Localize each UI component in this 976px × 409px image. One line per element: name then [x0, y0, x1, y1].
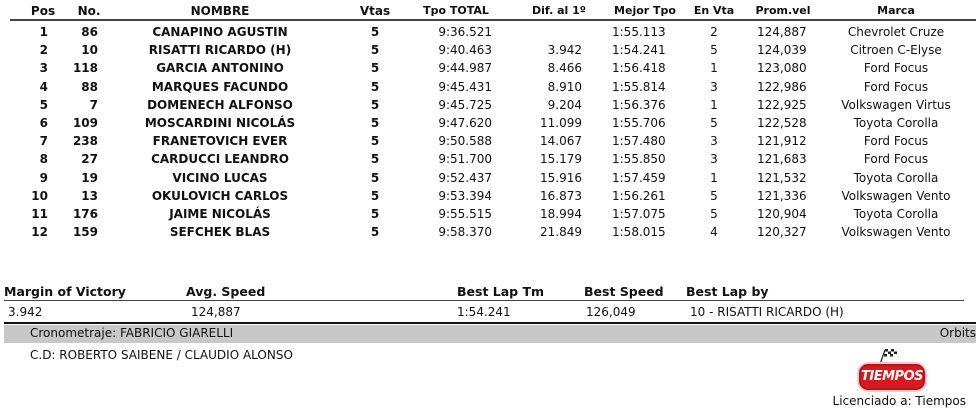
row-marca: Toyota Corolla — [853, 170, 939, 185]
row-vtas: 5 — [370, 97, 380, 112]
row-dif: 14.067 — [540, 134, 582, 149]
row-marca: Ford Focus — [863, 152, 929, 167]
row-mejor-tpo: 1:57.075 — [612, 207, 666, 221]
header-dif: Dif. al 1º — [532, 4, 586, 17]
row-en-vta: 3 — [710, 79, 718, 94]
row-no: 19 — [81, 170, 98, 185]
row-prom-vel: 121,336 — [757, 188, 807, 203]
table-row — [0, 42, 976, 60]
row-nombre: MARQUES FACUNDO — [151, 79, 289, 94]
row-en-vta: 5 — [710, 43, 718, 58]
header-marca: Marca — [877, 4, 915, 17]
row-pos: 8 — [39, 152, 48, 167]
row-mejor-tpo: 1:54.241 — [612, 43, 666, 58]
row-dif: 3.942 — [547, 43, 582, 58]
row-no: 10 — [81, 43, 98, 58]
row-marca: Chevrolet Cruze — [847, 25, 945, 39]
row-en-vta: 4 — [710, 225, 718, 240]
row-vtas: 5 — [370, 225, 380, 240]
row-mejor-tpo: 1:55.814 — [612, 79, 666, 94]
row-nombre: DOMENECH ALFONSO — [147, 97, 293, 112]
row-nombre: CARDUCCI LEANDRO — [151, 152, 289, 167]
row-vtas: 5 — [370, 116, 380, 130]
row-tpo-total: 9:45.725 — [438, 97, 492, 112]
row-nombre: VICINO LUCAS — [172, 170, 268, 185]
row-pos: 12 — [31, 225, 48, 240]
table-row — [0, 115, 976, 133]
row-tpo-total: 9:52.437 — [438, 170, 492, 185]
row-en-vta: 1 — [710, 61, 718, 76]
row-marca: Volkswagen Vento — [841, 225, 951, 240]
row-marca: Toyota Corolla — [853, 116, 939, 130]
row-tpo-total: 9:44.987 — [438, 61, 492, 76]
row-vtas: 5 — [370, 188, 380, 203]
row-mejor-tpo: 1:57.459 — [612, 170, 666, 185]
table-row — [0, 206, 976, 224]
row-en-vta: 5 — [710, 116, 718, 130]
row-prom-vel: 122,925 — [757, 97, 807, 112]
row-prom-vel: 120,904 — [757, 207, 807, 221]
header-mejor-tpo: Mejor Tpo — [614, 4, 676, 17]
row-prom-vel: 122,528 — [757, 116, 807, 130]
header-en-vta: En Vta — [693, 4, 735, 17]
row-prom-vel: 122,986 — [757, 79, 807, 94]
licenciado-text: Licenciado a: Tiempos — [832, 394, 966, 408]
row-pos: 10 — [31, 188, 48, 203]
header-pos: Pos — [30, 4, 56, 18]
row-en-vta: 5 — [710, 188, 718, 203]
row-mejor-tpo: 1:55.113 — [612, 25, 666, 39]
row-no: 27 — [81, 152, 98, 167]
row-en-vta: 1 — [710, 97, 718, 112]
row-en-vta: 3 — [710, 134, 718, 149]
row-pos: 2 — [39, 43, 48, 58]
row-tpo-total: 9:55.515 — [438, 207, 492, 221]
row-dif: 15.916 — [540, 170, 582, 185]
row-mejor-tpo: 1:55.850 — [612, 152, 666, 167]
row-vtas: 5 — [370, 25, 380, 39]
summary-avg-speed-value: 124,887 — [191, 305, 241, 319]
summary-margin-value: 3.942 — [8, 305, 43, 319]
row-en-vta: 5 — [710, 207, 718, 221]
table-row — [0, 97, 976, 115]
row-marca: Ford Focus — [863, 61, 929, 76]
row-no: 118 — [72, 61, 98, 76]
row-vtas: 5 — [370, 207, 380, 221]
row-vtas: 5 — [370, 134, 380, 149]
table-row — [0, 151, 976, 169]
row-dif: 15.179 — [540, 152, 582, 167]
row-tpo-total: 9:58.370 — [438, 225, 492, 240]
results-table-header — [0, 4, 976, 20]
row-pos: 9 — [39, 170, 48, 185]
table-row — [0, 133, 976, 151]
summary-header-margin: Margin of Victory — [4, 284, 126, 299]
row-vtas: 5 — [370, 79, 380, 94]
row-mejor-tpo: 1:57.480 — [612, 134, 666, 149]
row-no: 13 — [81, 188, 98, 203]
footer-band — [4, 325, 976, 343]
row-marca: Ford Focus — [863, 79, 929, 94]
row-no: 238 — [72, 134, 98, 149]
summary-best-lap-by-value: 10 - RISATTI RICARDO (H) — [690, 305, 844, 319]
row-nombre: FRANETOVICH EVER — [152, 134, 288, 149]
row-nombre: GARCIA ANTONINO — [156, 61, 284, 76]
row-en-vta: 1 — [710, 170, 718, 185]
row-pos: 3 — [39, 61, 48, 76]
row-nombre: OKULOVICH CARLOS — [151, 188, 289, 203]
row-mejor-tpo: 1:56.376 — [612, 97, 666, 112]
row-en-vta: 3 — [710, 152, 718, 167]
row-no: 159 — [72, 225, 98, 240]
row-tpo-total: 9:50.588 — [438, 134, 492, 149]
row-marca: Volkswagen Virtus — [841, 97, 951, 112]
row-tpo-total: 9:40.463 — [438, 43, 492, 58]
row-mejor-tpo: 1:58.015 — [612, 225, 666, 240]
table-row — [0, 224, 976, 242]
header-divider — [10, 19, 976, 21]
table-row — [0, 79, 976, 97]
row-tpo-total: 9:53.394 — [438, 188, 492, 203]
row-tpo-total: 9:51.700 — [438, 152, 492, 167]
header-no: No. — [77, 4, 101, 18]
row-mejor-tpo: 1:56.418 — [612, 61, 666, 76]
row-nombre: RISATTI RICARDO (H) — [148, 43, 292, 58]
summary-header-avg-speed: Avg. Speed — [186, 284, 266, 299]
summary-header-best-lap-tm: Best Lap Tm — [457, 284, 545, 299]
row-pos: 5 — [39, 97, 48, 112]
row-prom-vel: 121,532 — [757, 170, 807, 185]
row-dif: 11.099 — [540, 116, 582, 130]
row-vtas: 5 — [370, 61, 380, 76]
row-no: 7 — [89, 97, 98, 112]
row-mejor-tpo: 1:56.261 — [612, 188, 666, 203]
row-mejor-tpo: 1:55.706 — [612, 116, 666, 130]
row-nombre: MOSCARDINI NICOLÁS — [144, 116, 296, 130]
row-prom-vel: 121,683 — [757, 152, 807, 167]
row-vtas: 5 — [370, 152, 380, 167]
row-pos: 11 — [31, 207, 48, 221]
row-marca: Ford Focus — [863, 134, 929, 149]
summary-header-best-lap-by: Best Lap by — [686, 284, 769, 299]
row-nombre: CANAPINO AGUSTIN — [152, 25, 288, 39]
row-en-vta: 2 — [710, 25, 718, 39]
row-prom-vel: 123,080 — [757, 61, 807, 76]
row-tpo-total: 9:36.521 — [438, 25, 492, 39]
row-dif: 8.466 — [547, 61, 582, 76]
row-dif: 18.994 — [540, 207, 582, 221]
row-prom-vel: 124,039 — [757, 43, 807, 58]
row-prom-vel: 120,327 — [757, 225, 807, 240]
summary-header-best-speed: Best Speed — [584, 284, 664, 299]
row-vtas: 5 — [370, 43, 380, 58]
row-prom-vel: 121,912 — [757, 134, 807, 149]
logo-wordmark: TIEMPOS — [859, 364, 925, 390]
row-marca: Citroen C-Elyse — [850, 43, 942, 58]
header-prom-vel: Prom.vel — [755, 4, 811, 17]
checkered-flag-icon — [877, 348, 897, 364]
table-row — [0, 170, 976, 188]
header-nombre: NOMBRE — [190, 4, 250, 18]
row-dif: 9.204 — [547, 97, 582, 112]
cronometraje-text: Cronometraje: FABRICIO GIARELLI — [30, 326, 234, 340]
row-tpo-total: 9:47.620 — [438, 116, 492, 130]
summary-divider — [4, 300, 964, 301]
row-tpo-total: 9:45.431 — [438, 79, 492, 94]
row-prom-vel: 124,887 — [757, 25, 807, 39]
row-no: 176 — [72, 207, 98, 221]
row-nombre: JAIME NICOLÁS — [169, 207, 271, 221]
summary-best-lap-tm-value: 1:54.241 — [457, 305, 511, 319]
row-dif: 16.873 — [540, 188, 582, 203]
orbits-text: Orbits — [939, 326, 976, 340]
row-marca: Volkswagen Vento — [841, 188, 951, 203]
row-pos: 4 — [39, 79, 48, 94]
header-tpo-total: Tpo TOTAL — [423, 4, 489, 17]
row-dif: 21.849 — [540, 225, 582, 240]
table-row — [0, 24, 976, 42]
row-marca: Toyota Corolla — [853, 207, 939, 221]
tiempos-logo — [855, 348, 923, 390]
row-no: 88 — [81, 79, 98, 94]
row-vtas: 5 — [370, 170, 380, 185]
summary-bottom-divider — [4, 322, 976, 324]
table-row — [0, 60, 976, 78]
row-no: 109 — [72, 116, 98, 130]
row-pos: 1 — [39, 25, 48, 39]
row-pos: 7 — [39, 134, 48, 149]
cd-text: C.D: ROBERTO SAIBENE / CLAUDIO ALONSO — [30, 348, 293, 362]
row-no: 86 — [81, 25, 98, 39]
row-nombre: SEFCHEK BLAS — [169, 225, 271, 240]
header-vtas: Vtas — [359, 4, 391, 18]
row-dif: 8.910 — [547, 79, 582, 94]
summary-best-speed-value: 126,049 — [586, 305, 636, 319]
table-row — [0, 188, 976, 206]
row-pos: 6 — [39, 116, 48, 130]
